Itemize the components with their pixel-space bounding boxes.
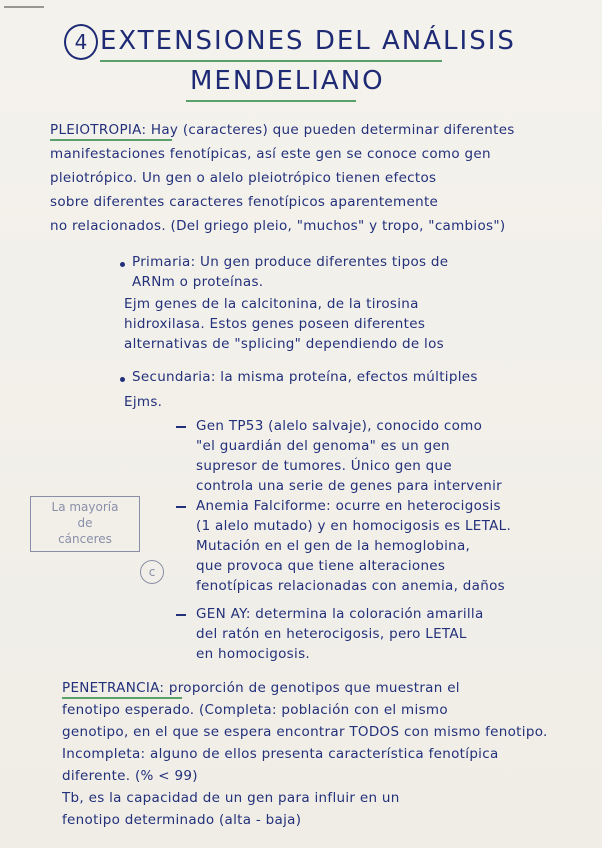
circled-c-mark: c — [140, 560, 164, 584]
side-note-line: La mayoría — [51, 500, 119, 514]
dash-icon — [176, 426, 186, 428]
text-line: Primaria: Un gen produce diferentes tipos de — [132, 254, 449, 270]
text-line: Mutación en el gen de la hemoglobina, — [196, 538, 471, 554]
dash-icon — [176, 506, 186, 508]
text-line: sobre diferentes caracteres fenotípicos aparentemente — [50, 194, 439, 210]
text-line: en homocigosis. — [196, 646, 310, 662]
text-line: PENETRANCIA: proporción de genotipos que muestran el — [62, 680, 460, 696]
side-note-line: de — [77, 516, 93, 530]
text-line: del ratón en heterocigosis, pero LETAL — [196, 626, 467, 642]
bullet-icon — [120, 262, 125, 267]
bullet-icon — [120, 377, 125, 382]
text-line: no relacionados. (Del griego pleio, "muchos" y tropo, "cambios") — [50, 218, 506, 234]
title-underline-2 — [186, 100, 356, 102]
text-line: que provoca que tiene alteraciones — [196, 558, 446, 574]
text-line: genotipo, en el que se espera encontrar TODOS con mismo fenotipo. — [62, 724, 548, 740]
text-line: Incompleta: alguno de ellos presenta característica fenotípica — [62, 746, 499, 762]
text-line: (1 alelo mutado) y en homocigosis es LETAL. — [196, 518, 512, 534]
text-line: Ejms. — [124, 394, 163, 410]
page-title-line2: MENDELIANO — [190, 66, 385, 96]
side-note-box — [30, 496, 140, 552]
text-line: Gen TP53 (alelo salvaje), conocido como — [196, 418, 483, 434]
text-line: alternativas de "splicing" dependiendo de los — [124, 336, 444, 352]
text-line: controla una serie de genes para intervenir — [196, 478, 502, 494]
text-line: fenotípicas relacionadas con anemia, daños — [196, 578, 505, 594]
term-underline — [50, 139, 172, 141]
text-line: "el guardián del genoma" es un gen — [196, 438, 450, 454]
text-line: Ejm genes de la calcitonina, de la tirosina — [124, 296, 419, 312]
section-number: 4 — [64, 24, 98, 60]
text-line: ARNm o proteínas. — [132, 274, 264, 290]
text-line: supresor de tumores. Único gen que — [196, 458, 452, 474]
title-underline — [100, 60, 442, 62]
text-line: diferente. (% < 99) — [62, 768, 198, 784]
text-line: fenotipo determinado (alta - baja) — [62, 812, 302, 828]
text-line: Anemia Falciforme: ocurre en heterocigosis — [196, 498, 501, 514]
dash-icon — [176, 614, 186, 616]
text-line: PLEIOTROPIA: Hay (caracteres) que pueden determinar diferentes — [50, 122, 515, 138]
text-line: GEN AY: determina la coloración amarilla — [196, 606, 484, 622]
text-line: Secundaria: la misma proteína, efectos múltiples — [132, 369, 478, 385]
text-line: manifestaciones fenotípicas, así este gen se conoce como gen — [50, 146, 491, 162]
page-edge-mark — [4, 6, 44, 8]
side-note-line: cánceres — [58, 532, 112, 546]
text-line: hidroxilasa. Estos genes poseen diferentes — [124, 316, 426, 332]
term-underline — [62, 697, 182, 699]
text-line: pleiotrópico. Un gen o alelo pleiotrópico tienen efectos — [50, 170, 437, 186]
text-line: Tb, es la capacidad de un gen para influir en un — [62, 790, 400, 806]
text-line: fenotipo esperado. (Completa: población con el mismo — [62, 702, 448, 718]
page-title-line1: EXTENSIONES DEL ANÁLISIS — [100, 26, 516, 56]
